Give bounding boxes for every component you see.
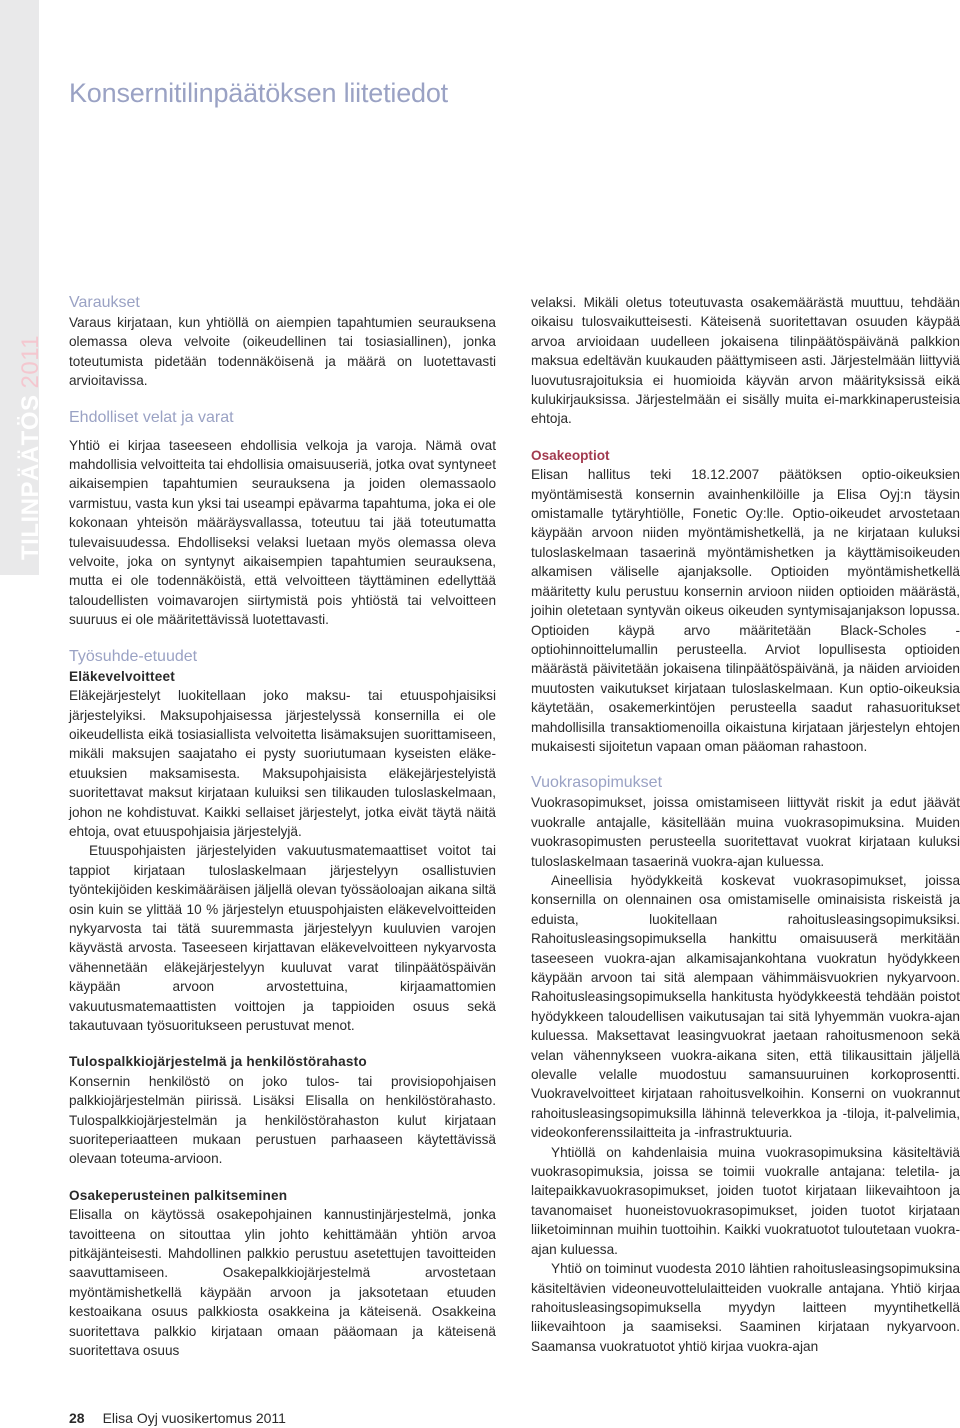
vertical-section-label — [19, 335, 43, 560]
paragraph-continuation: velaksi. Mikäli oletus toteutuvasta osakemäärästä muuttuu, tehdään oikaisu tulosvaikutteisesti. Käteisenä suoritettavan osuuden käypää arvoa arvioidaan uudelleen jokaisena tilinpäätöspäivänä palkkion maksua edeltävän kuukauden päättymiseen asti. Järjestelmään liittyviä luovutusrajoituksia ei huomioida käyvän arvon määrityksissä eikä kulukirjauksissa. Järjestelmään ei sisälly muita ei-markkinaperusteisia ehtoja. — [531, 295, 960, 427]
page-number: 28 — [69, 1410, 85, 1426]
vertical-label-brand: TILINPÄÄTÖS — [17, 394, 44, 560]
subheading-osakeperusteinen: Osakeperusteinen palkitseminen — [69, 1187, 288, 1203]
publication-name: Elisa Oyj vuosikertomus 2011 — [102, 1410, 286, 1426]
paragraph-vuokra-2: Aineellisia hyödykkeitä koskevat vuokrasopimukset, joissa konsernilla on olennainen osa omistamiselle ominaisista riskeistä ja eduista, luokitellaan rahoitusleasingsopimuksiksi. Rahoitusleasingsopimuksella hankittu omaisuuserä merkitään taseeseen vuokra-ajan alkamisajankohtana vuokratun hyödykkeen käypään arvoon tai sitä alempaan vähimmäisvuokrien nykyarvoon. Rahoitusleasingsopimuksella hankitusta hyödykkeestä tehdään poistot hyödykkeen taloudellisen vaikutusajan tai sitä lyhyemmän vuokra-ajan kuluessa. Maksettavat leasingvuokrat jaetaan rahoitusmenoon sekä velan vähennykseen vuokra-aikana siten, että tilikausittain jäljellä olevalle velalle muodostuu samansuuruinen korkoprosentti. Vuokravelvoitteet kirjataan rahoitusvelkoihin. Konserni on vuokrannut rahoitusleasingsopimuksilla lähinnä televerkkoa ja -tiloja, it-palvelimia, videokonferenssilaitteita ja -infrastruktuuria. — [531, 872, 960, 1141]
paragraph-elake-2: Etuuspohjaisten järjestelyiden vakuutusmatemaattiset voitot tai tappiot kirjataan tuloslaskelmaan järjestelyyn osallistuvien työntekijöiden keskimääräisen jäljellä olevan työssäoloajan aikana siltä osin kuin se ylittää 10 % järjestelyn etuuspohjaisten eläkevelvoitteiden nykyarvosta tai tätä suuremmasta järjestelyyn kuuluvien varojen käyvästä arvosta. Taseeseen kirjattavan eläkevelvoitteen nykyarvosta vähennetään eläkejärjestelyyn kuuluvat varat tilinpäätöspäivän käypään arvoon arvostettuina, kirjaamattomien vakuutusmatemaattisten voittojen ja tappioiden osuus sekä takautuvaan työsuoritukseen perustuvat menot. — [69, 843, 496, 1033]
paragraph-osakeoptiot: Elisan hallitus teki 18.12.2007 päätöksen optio-oikeuksien myöntämisestä konsernin avainhenkilöille ja Elisa Oyj:n täysin omistamalle tytäryhtiölle, Fonetic Oy:lle. Optio-oikeudet arvostetaan käypään arvoon niiden myöntämishetkellä, ja ne kirjataan kuluksi tuloslaskelmaan tasaerinä myöntämishetken ja käyttämisoikeuden alkamisen väliselle ajanjaksolle. Optioiden myöntämishetkellä määritetty kulu perustuu konsernin arvioon niiden optioiden määrästä, joihin oletetaan syntyvän oikeus oikeuden syntymisajanjakson lopussa. Optioiden käypä arvo määritetään Black-Scholes -optiohinnoittelumallin perusteella. Arviot lopullisesta optioiden määrästä päivitetään jokaisena tilinpäätöspäivänä, ja näiden arvioiden muutosten vaikutukset kirjataan tuloslaskelmaan. Kun optio-oikeuksia käytetään, osakemerkintöjen perusteella saadut rahasuoritukset mahdollisilla transaktiomenoilla oikaistuna kirjataan järjestelyn ehtojen mukaisesti sijoitetun vapaan oman pääoman rahastoon. — [531, 467, 960, 754]
paragraph-vuokra-4: Yhtiö on toiminut vuodesta 2010 lähtien rahoitusleasingsopimuksina käsiteltävien videoneuvottelulaitteiden vuokralle antajana. Yhtiö kirjaa rahoitusleasingsopimuksella myydyn laitteen myyntihetkellä liikevaihtoon ja saamiseksi. Saaminen kirjataan nykyarvoon. Saamansa vuokratuotot yhtiö kirjaa vuokra-ajan — [531, 1261, 960, 1354]
paragraph-varaukset: Varaus kirjataan, kun yhtiöllä on aiempien tapahtumien seurauksena olemassa oleva velvoite (oikeudellinen tai tosiasiallinen), jonka toteutumista pidetään todennäköisenä ja määrä on luotettavasti arvioitavissa. — [69, 315, 496, 389]
heading-vuokrasopimukset: Vuokrasopimukset — [531, 774, 663, 792]
heading-varaukset: Varaukset — [69, 294, 140, 311]
page-footer — [69, 1410, 286, 1426]
left-column — [69, 293, 496, 1361]
heading-ehdolliset: Ehdolliset velat ja varat — [69, 408, 234, 426]
paragraph-ehdolliset: Yhtiö ei kirjaa taseeseen ehdollisia velkoja ja varoja. Nämä ovat mahdollisia velvoitteita tai ehdollisia omaisuuseriä, jotka ovat syntyneet aikaisempien tapahtumien seurauksena ja joiden olemassaolo varmistuu, vasta kun yksi tai useampi epävarma tapahtuma, joka ei ole kokonaan yhteisön määräysvallassa, toteutuu tai jää toteutumatta tulevaisuudessa. Ehdolliseksi velaksi luetaan myös olemassa oleva velvoite, joka on syntynyt aikaisempien tapahtumien seurauksena, mutta ei ole todennäköistä, että velvoitteen täyttäminen edellyttää taloudellisten voimavarojen siirtymistä pois yhtiöstä tai velvoitteen suuruus ei ole määritettävissä luotettavasti. — [69, 437, 496, 628]
paragraph-tulospalkkio: Konsernin henkilöstö on joko tulos- tai provisiopohjaisen palkkiojärjestelmän piirissä. Lisäksi Elisalla on henkilöstörahasto. Tulospalkkiojärjestelmän ja henkilöstörahaston kulut kirjataan suoriteperiaatteen mukaan perustuen parhaaseen käytettävissä olevaan toteuma-arvioon. — [69, 1073, 496, 1167]
heading-tyosuhde: Työsuhde-etuudet — [69, 647, 198, 665]
vertical-label-year: 2011 — [17, 334, 44, 389]
subheading-tulospalkkio: Tulospalkkiojärjestelmä ja henkilöstörahasto — [69, 1054, 367, 1070]
subheading-elake: Eläkevelvoitteet — [69, 668, 175, 684]
paragraph-osakeperusteinen: Elisalla on käytössä osakepohjainen kannustinjärjestelmä, jonka tavoitteena on sitouttaa ylin johto kehittämään yhtiön arvoa pitkäjänteisesti. Mahdollinen palkkio perustuu asetettujen tavoitteiden saavuttamiseen. Osakepalkkiojärjestelmä arvostetaan myöntämishetkellä käypään arvoon ja jaksotetaan etuuden kestoaikana osuus palkkiosta osakkeina ja käteisenä. Osakkeina suoritettava palkkio kirjataan omaan pääomaan ja käteisenä suoritettava osuus — [69, 1207, 496, 1359]
paragraph-vuokra-1: Vuokrasopimukset, joissa omistamiseen liittyvät riskit ja edut jäävät vuokralle antajalle, käsitellään muina vuokrasopimuksina. Muiden vuokrasopimusten perusteella suoritettavat vuokrat kirjataan kuluksi tuloslaskelmaan tasaerinä vuokra-ajan kuluessa. — [531, 795, 960, 869]
paragraph-elake-1: Eläkejärjestelyt luokitellaan joko maksu- tai etuuspohjaisiksi järjestelyiksi. Maksupohjaisessa järjestelyssä konsernilla ei ole oikeudellista eikä tosiasiallista velvoitetta lisämaksujen suorittamiseen, mikäli maksujen saajataho ei pysty suoriutumaan kyseisten eläke-etuuksien maksamisesta. Maksupohjaisista eläkejärjestelyistä suoritettavat maksut kirjataan kuluiksi sen tilikauden tuloslaskelmaan, johon ne kohdistuvat. Kaikki sellaiset järjestelyt, jotka eivät täytä näitä ehtoja, ovat etuuspohjaisia järjestelyjä. — [69, 688, 496, 839]
subheading-osakeoptiot: Osakeoptiot — [531, 447, 610, 463]
page-title: Konsernitilinpäätöksen liitetiedot — [69, 78, 448, 108]
paragraph-vuokra-3: Yhtiöllä on kahdenlaisia muina vuokrasopimuksina käsiteltäviä vuokrasopimuksia, joissa se toimii vuokralle antajana: teletila- ja laitepaikkavuokrasopimukset, joiden tuotot kirjataan liikevaihtoon ja tavanomaiset huoneistovuokrasopimukset, joiden tuotot kirjataan liiketoiminnan muihin tuottoihin. Kaikki vuokratuotot tuloutetaan vuokra-ajan kuluessa. — [531, 1144, 960, 1257]
right-column — [531, 293, 960, 1356]
